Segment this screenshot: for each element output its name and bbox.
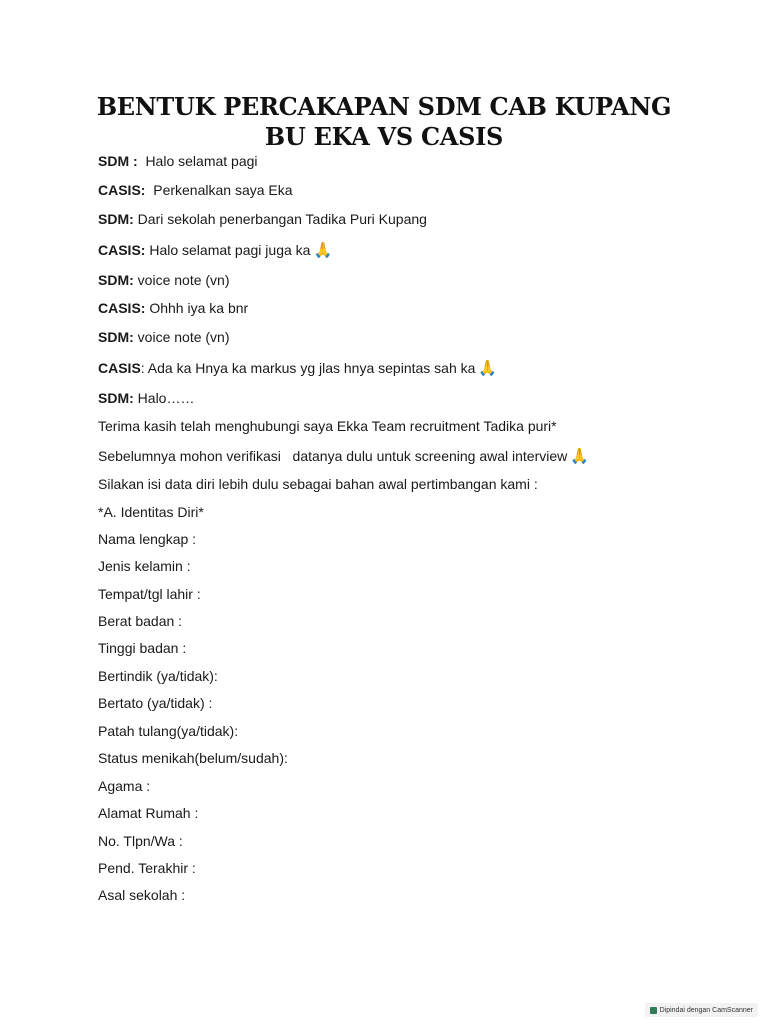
form-field-label: Bertindik (ya/tidak): bbox=[98, 668, 218, 684]
speaker-label: CASIS: bbox=[98, 182, 146, 198]
form-field-label: Jenis kelamin : bbox=[98, 558, 191, 574]
speaker-label: SDM: bbox=[98, 211, 134, 227]
form-field-label: Nama lengkap : bbox=[98, 531, 197, 547]
praying-hands-icon: 🙏 bbox=[570, 448, 589, 465]
section-heading: *A. Identitas Diri* bbox=[98, 504, 204, 520]
dialog-line bbox=[98, 299, 248, 317]
praying-hands-icon: 🙏 bbox=[478, 360, 498, 377]
form-field-label: Status menikah(belum/sudah): bbox=[98, 750, 288, 766]
form-field-label: Tinggi badan : bbox=[98, 640, 187, 656]
camscanner-watermark bbox=[645, 1003, 758, 1017]
dialog-text: Halo…… bbox=[133, 390, 195, 406]
body-line-text: Sebelumnya mohon verifikasi datanya dulu untuk screening awal interview bbox=[98, 448, 568, 464]
form-field-label: Patah tulang(ya/tidak): bbox=[98, 723, 239, 739]
speaker-label: CASIS: bbox=[98, 300, 146, 316]
body-line: Terima kasih telah menghubungi saya Ekka Team recruitment Tadika puri* bbox=[98, 418, 557, 434]
dialog-line bbox=[98, 152, 258, 170]
speaker-label: SDM : bbox=[98, 153, 138, 169]
camscanner-text: Dipindai dengan CamScanner bbox=[659, 1006, 753, 1014]
form-field-label: Pend. Terakhir : bbox=[98, 860, 196, 876]
speaker-label: SDM: bbox=[98, 390, 134, 406]
form-field-label: Alamat Rumah : bbox=[98, 805, 199, 821]
dialog-line bbox=[98, 181, 293, 199]
form-field-label: Tempat/tgl lahir : bbox=[98, 586, 201, 602]
form-field-label: Berat badan : bbox=[98, 613, 183, 629]
speaker-label: CASIS: bbox=[98, 242, 146, 258]
speaker-label: SDM: bbox=[98, 329, 134, 345]
dialog-line bbox=[98, 328, 230, 346]
speaker-label: SDM: bbox=[98, 272, 134, 288]
speaker-label: CASIS bbox=[98, 360, 141, 376]
document-title-line-1: BENTUK PERCAKAPAN SDM CAB KUPANG bbox=[96, 92, 672, 121]
form-field-label: Agama : bbox=[98, 778, 151, 794]
dialog-text: Perkenalkan saya Eka bbox=[145, 182, 293, 198]
dialog-line bbox=[98, 271, 230, 289]
dialog-line bbox=[98, 389, 194, 407]
dialog-line bbox=[98, 210, 427, 228]
dialog-text: Ohhh iya ka bnr bbox=[145, 300, 249, 316]
form-field-label: No. Tlpn/Wa : bbox=[98, 833, 183, 849]
dialog-text: Dari sekolah penerbangan Tadika Puri Kupang bbox=[133, 211, 427, 227]
dialog-line bbox=[98, 359, 497, 378]
dialog-text: Halo selamat pagi juga ka bbox=[145, 242, 311, 258]
dialog-text: voice note (vn) bbox=[133, 272, 230, 288]
form-field-label: Asal sekolah : bbox=[98, 887, 186, 903]
form-field-label: Bertato (ya/tidak) : bbox=[98, 695, 213, 711]
camscanner-logo-icon bbox=[650, 1007, 657, 1014]
dialog-text: : Ada ka Hnya ka markus yg jlas hnya sepintas sah ka bbox=[140, 360, 476, 376]
body-line: Silakan isi data diri lebih dulu sebagai bahan awal pertimbangan kami : bbox=[98, 476, 538, 492]
praying-hands-icon: 🙏 bbox=[313, 242, 333, 259]
body-line bbox=[98, 447, 589, 466]
dialog-text: voice note (vn) bbox=[133, 329, 230, 345]
dialog-line bbox=[98, 241, 332, 260]
document-title-line-2: BU EKA VS CASIS bbox=[264, 122, 504, 151]
dialog-text: Halo selamat pagi bbox=[137, 153, 258, 169]
